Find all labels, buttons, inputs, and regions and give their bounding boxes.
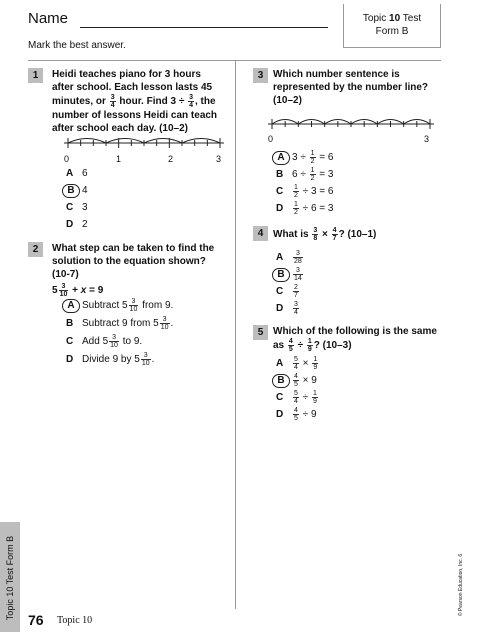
number-line-3-marks	[268, 119, 434, 129]
name-label: Name	[28, 10, 69, 27]
q4-choice-a[interactable]: A $\frac{3}{28}$	[276, 250, 302, 265]
question-number-1: 1	[28, 68, 43, 83]
q2-choice-b[interactable]: B Subtract 9 from 5 $\frac{3}{10}$ .	[66, 316, 174, 331]
column-divider	[235, 61, 236, 609]
question-1-line-3: minutes, or $\frac{3}{4}$ hour. Find 3 ÷ $\frac{3}{4}$ , the	[52, 94, 216, 109]
nl1-label-3: 3	[216, 154, 222, 164]
nl3-label-0: 0	[268, 134, 274, 144]
q3-choice-d[interactable]: D $\frac{1}{2}$ ÷ 6 = 3	[276, 201, 334, 216]
q3-choice-c[interactable]: C $\frac{1}{2}$ ÷ 3 = 6	[276, 184, 334, 199]
topic-form: Form B	[375, 26, 409, 37]
q5-choice-c[interactable]: C $\frac{5}{4}$ ÷ $\frac{1}{9}$	[276, 390, 317, 405]
question-5-line-2: as $\frac{4}{5}$ ÷ $\frac{1}{9}$ ? (10–3)	[273, 338, 352, 353]
question-number-5: 5	[253, 325, 268, 340]
question-number-3: 3	[253, 68, 268, 83]
nl3-label-3: 3	[424, 134, 430, 144]
copyright-notice: © Pearson Education, Inc. 6	[458, 553, 464, 617]
jump-arc	[68, 139, 106, 144]
jump-arc	[106, 139, 144, 144]
nl1-label-1: 1	[116, 154, 122, 164]
page-number: 76	[28, 612, 44, 628]
q4-choice-b[interactable]: B $\frac{3}{14}$	[276, 267, 304, 281]
question-3-text: Which number sentence is represented by the number line? (10–2)	[273, 69, 429, 106]
q1-choice-b[interactable]: B 4	[66, 184, 88, 198]
question-number-4: 4	[253, 226, 268, 241]
q5-choice-a[interactable]: A $\frac{5}{4}$ × $\frac{1}{9}$	[276, 356, 318, 371]
q2-choice-a[interactable]: A Subtract 5 $\frac{3}{10}$ from 9.	[66, 298, 173, 312]
q2-choice-d[interactable]: D Divide 9 by 5 $\frac{3}{10}$ .	[66, 352, 155, 367]
instructions: Mark the best answer.	[28, 40, 126, 51]
question-1-text: Heidi teaches piano for 3 hours after school. Each lesson lasts 45 minutes, or $\frac{3}{4}$ hour. Find 3 ÷ $\frac{3}{4}$ , the number of lessons Heidi can teach after school each day. (10–2)	[52, 69, 218, 134]
name-row	[28, 10, 328, 32]
q3-choice-a[interactable]: A 3 ÷ $\frac{1}{2}$ = 6	[276, 150, 333, 164]
side-tab-label: Topic 10 Test Form B	[5, 535, 15, 621]
number-line-3	[264, 112, 440, 132]
number-line-1	[60, 128, 230, 152]
q1-choice-c[interactable]: C 3	[66, 202, 88, 213]
question-number-2: 2	[28, 242, 43, 257]
q1-choice-a[interactable]: A 6	[66, 168, 88, 179]
q5-choice-b[interactable]: B $\frac{4}{5}$ × 9	[276, 373, 317, 387]
q4-choice-c[interactable]: C $\frac{2}{7}$	[276, 284, 298, 299]
q3-choice-b[interactable]: B 6 ÷ $\frac{1}{2}$ = 3	[276, 167, 334, 182]
name-blank-line[interactable]	[80, 27, 328, 28]
topic-box	[343, 4, 441, 48]
number-line-1-marks	[64, 138, 224, 148]
question-2-equation: 5 $\frac{3}{10}$ + x = 9	[52, 283, 104, 298]
q1-choice-d[interactable]: D 2	[66, 219, 88, 230]
q5-choice-d[interactable]: D $\frac{4}{5}$ ÷ 9	[276, 407, 317, 422]
question-2-text: What step can be taken to find the solution to the equation shown? (10-7) 5 $\frac{3}{10}$ + x = 9	[52, 243, 215, 298]
jump-arc	[144, 139, 182, 144]
footer-topic: Topic 10	[57, 615, 93, 626]
topic-title: Topic 10 Test	[362, 13, 422, 24]
question-4-text: What is $\frac{3}{8}$ × $\frac{4}{7}$ ? (10–1)	[273, 227, 377, 242]
q4-choice-d[interactable]: D $\frac{3}{4}$	[276, 301, 298, 316]
question-5-text: Which of the following is the same as $\frac{4}{5}$ ÷ $\frac{1}{9}$ ? (10–3)	[273, 326, 437, 353]
q2-choice-c[interactable]: C Add 5 $\frac{3}{10}$ to 9.	[66, 334, 143, 349]
nl1-label-0: 0	[64, 154, 70, 164]
nl1-label-2: 2	[168, 154, 174, 164]
jump-arc	[182, 139, 220, 144]
